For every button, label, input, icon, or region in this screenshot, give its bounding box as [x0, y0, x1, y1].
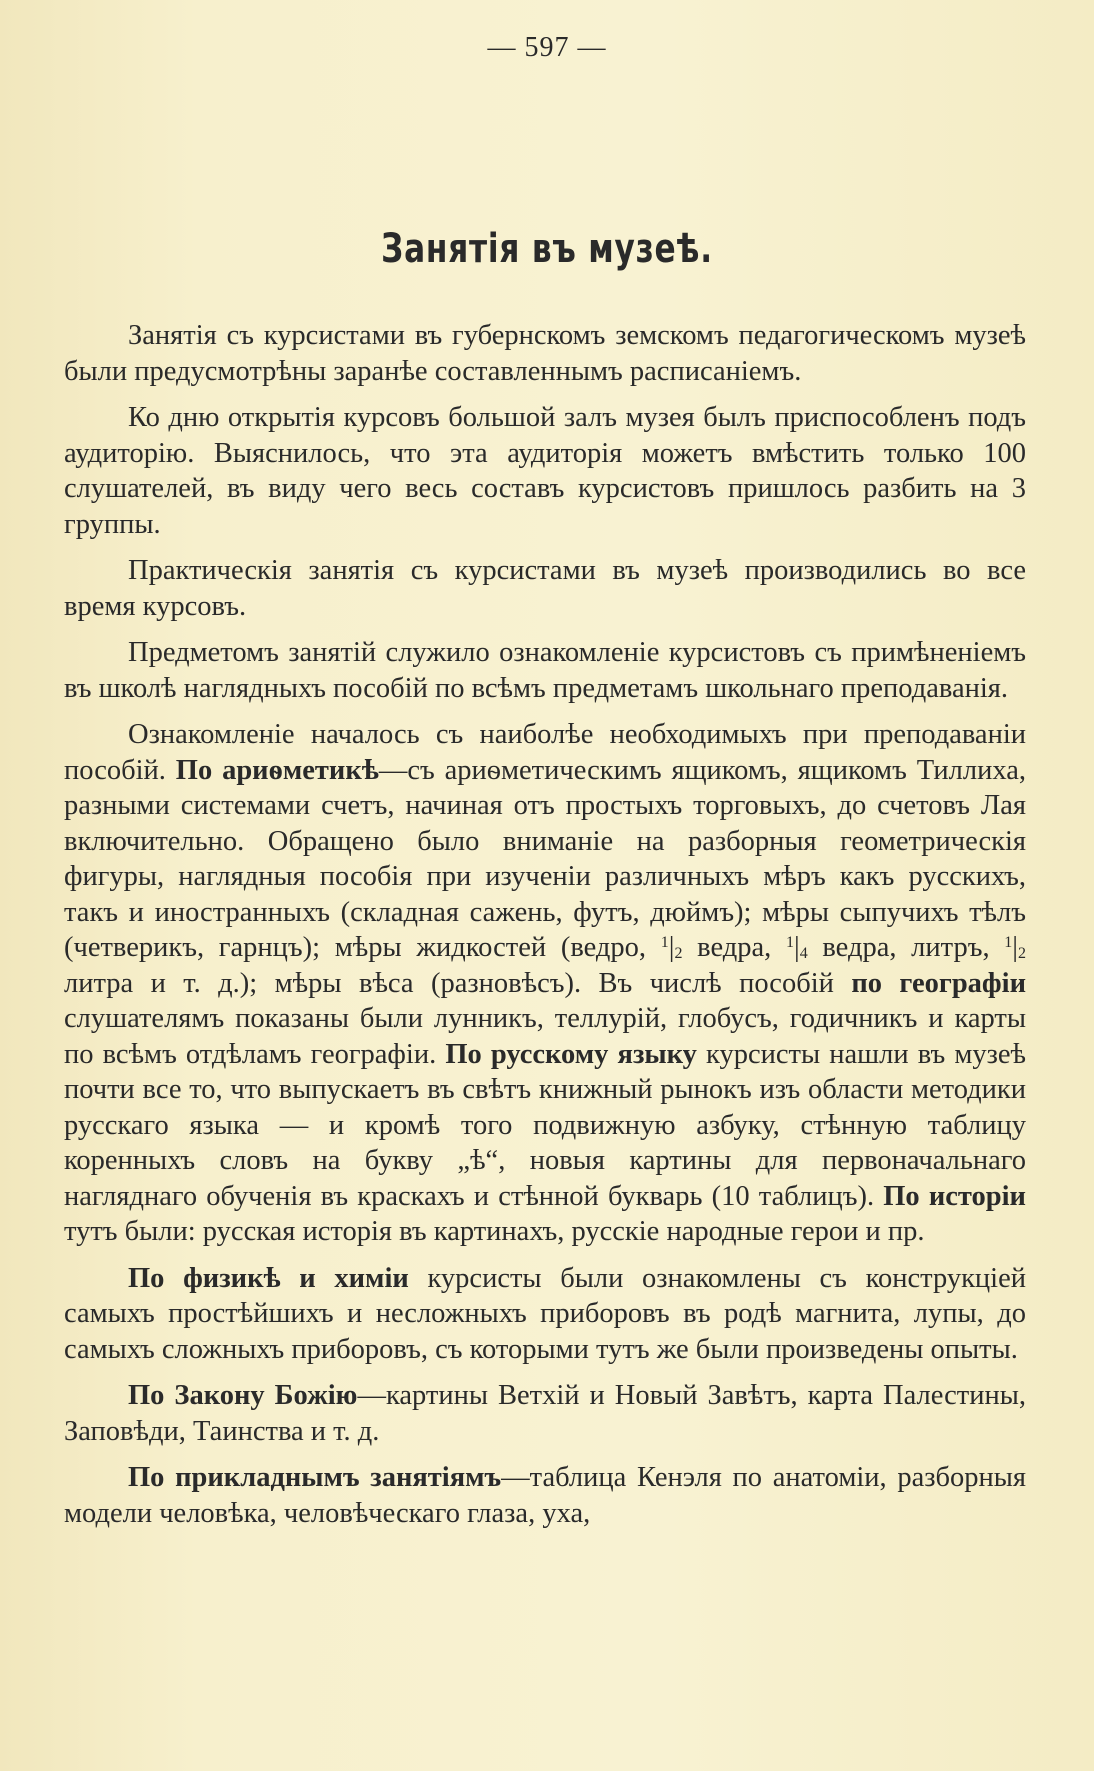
paragraph [64, 717, 1026, 1250]
text-run: | [1012, 932, 1018, 963]
text-run: литра и т. д.); мѣры вѣса (разновѣсъ). Въ числѣ пособій [64, 967, 852, 999]
text-run: тутъ были: русская исторія въ картинахъ, русскіе народные герои и пр. [64, 1216, 925, 1247]
text-run: слушателямъ показаны были лунникъ, теллурій, глобусъ, годичникъ и карты по всѣмъ отдѣламъ географіи. [64, 1003, 1026, 1070]
bold-subject-term: По Закону Божію [128, 1380, 358, 1411]
text-run: Занятія съ курсистами въ губернскомъ земскомъ педагогическомъ музеѣ были предусмотрѣны заранѣе составленнымъ расписаніемъ. [64, 320, 1026, 387]
bold-subject-term: По прикладнымъ занятіямъ [128, 1462, 502, 1493]
text-run: Ознакомленіе началось съ наиболѣе необходимыхъ при преподаваніи пособій. [64, 719, 1026, 786]
fraction-part: 1 [785, 934, 794, 951]
text-run: ведра, литръ, [807, 932, 1005, 963]
paragraph [64, 635, 1026, 706]
text-run: Практическія занятія съ курсистами въ музеѣ производились во все время курсовъ. [64, 555, 1026, 622]
text-run: —съ ариѳметическимъ ящикомъ, ящикомъ Тиллиха, разными системами счетъ, начиная отъ простыхъ торговыхъ, до счетовъ Лая включительно. Обращено было вниманіе на разборныя геометрическія фигуры, наглядныя пособія при изученіи различныхъ мѣръ какъ русскихъ, такъ и иностранныхъ (складная сажень, футъ, дюймъ); мѣры сыпучихъ тѣлъ (четверикъ, гарнцъ); мѣры жидкостей (ведро, [64, 754, 1026, 963]
text-run: —картины Ветхій и Новый Завѣтъ, карта Палестины, Заповѣди, Таинства и т. д. [64, 1380, 1026, 1447]
page-number: — 597 — [487, 32, 607, 63]
paragraph [64, 400, 1026, 542]
text-run: курсисты были ознакомлены съ конструкціей самыхъ простѣйшихъ и несложныхъ приборовъ въ родѣ магнита, лупы, до самыхъ сложныхъ приборовъ, съ которыми тутъ же были произведены опыты. [64, 1262, 1026, 1365]
fraction-part: 1 [1004, 934, 1013, 951]
text-run: —таблица Кенэля по анатоміи, разборныя модели человѣка, человѣческаго глаза, уха, [64, 1462, 1027, 1529]
bold-subject-term: По русскому языку [445, 1038, 697, 1070]
paragraph [64, 318, 1026, 389]
text-run: курсисты нашли въ музеѣ почти все то, что выпускаетъ въ свѣтъ книжный рынокъ изъ области методики русскаго языка — и кромѣ того подвижную азбуку, стѣнную таблицу коренныхъ словъ на букву „ѣ“, новыя картины для первоначальнаго нагляднаго обученія въ краскахъ и стѣнной букварь (10 таблицъ). [64, 1038, 1026, 1212]
body-text [64, 318, 1026, 1531]
paragraph [64, 1460, 1026, 1531]
text-run: | [793, 932, 800, 963]
bold-subject-term: По физикѣ и химіи [128, 1262, 409, 1294]
bold-subject-term: По ариѳметикѣ [175, 754, 379, 786]
bold-subject-term: по географіи [851, 967, 1026, 999]
fraction-part: 4 [799, 945, 808, 962]
text-run: | [668, 932, 675, 963]
paragraph [64, 1378, 1026, 1449]
paragraph [64, 553, 1026, 624]
fraction-part: 1 [660, 934, 669, 951]
fraction-part: 2 [674, 945, 683, 962]
section-heading: Занятія въ музеѣ. [381, 226, 713, 272]
bold-subject-term: По исторіи [883, 1180, 1026, 1212]
fraction-part: 2 [1018, 945, 1026, 962]
text-run: Ко дню открытія курсовъ большой залъ музея былъ приспособленъ подъ аудиторію. Выяснилось, что эта аудиторія можетъ вмѣстить только 100 слушателей, въ виду чего весь составъ курсистовъ пришлось разбить на 3 группы. [64, 402, 1026, 540]
text-run: ведра, [682, 932, 786, 963]
paragraph [64, 1261, 1026, 1368]
text-run: Предметомъ занятій служило ознакомленіе курсистовъ съ примѣненіемъ въ школѣ наглядныхъ пособій по всѣмъ предметамъ школьнаго преподаванія. [64, 637, 1026, 704]
